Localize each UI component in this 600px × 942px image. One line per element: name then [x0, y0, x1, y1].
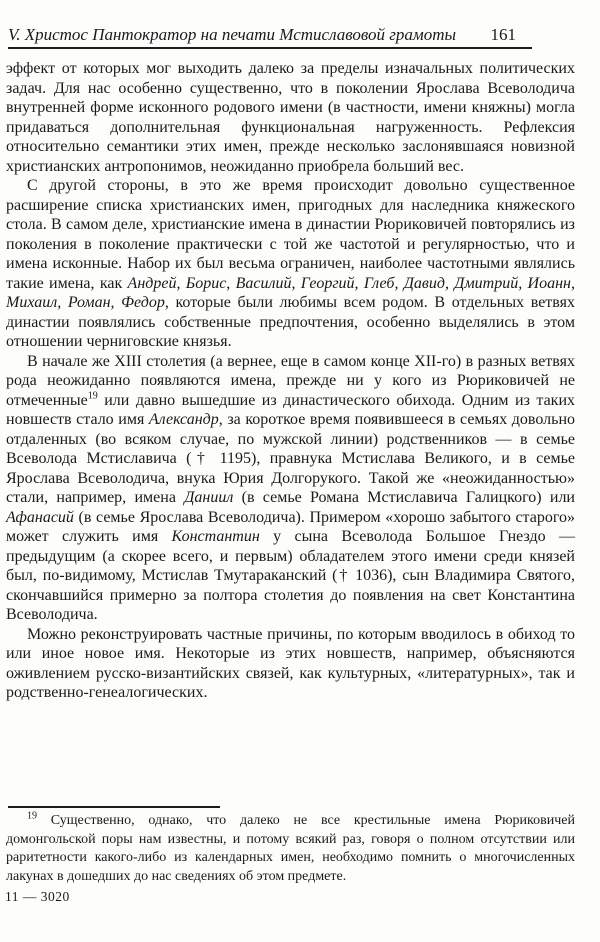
print-signature: 11 — 3020 — [5, 889, 70, 904]
header-title: V. Христос Пантократор на печати Мстиславовой грамоты — [8, 25, 457, 44]
paragraph: эффект от которых мог выходить далеко за пределы изначальных политических задач. Для нас особенно существенно, что в поколении Ярослава Всеволодича внутренней форме исконного родового имени (в частности, имени княжны) могла придаваться дополнительная функциональная нагруженность. Рефлексия относительно семантики этих имен, прежде несколько заслонявшаяся новизной христианских антропонимов, неожиданно приобрела больший вес. — [6, 60, 575, 175]
paragraph: В начале же XIII столетия (а вернее, еще в самом конце XII-го) в разных ветвях рода неожиданно появляются имена, прежде ни у кого из Рюриковичей не отмеченные$^{19}$ или давно вышедшие из династического обихода. Одним из таких новшеств стало имя Александр, за короткое время появившееся в семьях довольно отдаленных (во всяком случае, по мужской линии) родственников — в семье Всеволода Мстиславича († 1195), правнука Мстислава Великого, и в семье Ярослава Всеволодича, внука Юрия Долгорукого. Такой же «неожиданностью» стали, например, имена Даниил (в семье Романа Мстиславича Галицкого) или Афанасий (в семье Ярослава Всеволодича). Примером «хорошо забытого старого» может служить имя Константин у сына Всеволода Большое Гнездо — предыдущим (а скорее всего, и первым) обладателем этого имени среди князей был, по-видимому, Мстислав Тмутараканский († 1036), сын Владимира Святого, скончавшийся примерно за полтора столетия до появления на свет Константина Всеволодича. — [6, 352, 576, 623]
page-body — [6, 59, 575, 703]
footnote-separator — [8, 806, 220, 808]
page-header — [8, 25, 532, 49]
paragraph: Можно реконструировать частные причины, по которым вводилось в обиход то или иное новое имя. Некоторые из этих новшеств, например, объясняются оживлением русско-византийских связей, как культурных, «литературных», так и родственно-генеалогических. — [6, 625, 575, 701]
footnote: $^{19}$ Существенно, однако, что далеко не все крестильные имена Рюриковичей домонгольской поры нам известны, и потому всякий раз, говоря о полном отсутствии или раритетности какого-либо из календарных имен, необходимо помнить о многочисленных лакунах в дошедших до нас сведениях об этом предмете. — [6, 810, 575, 884]
page-number: 161 — [490, 25, 516, 44]
paragraph: С другой стороны, в это же время происходит довольно существенное расширение списка христианских имен, пригодных для наследника княжеского стола. В самом деле, христианские имена в династии Рюриковичей повторялись из поколения в поколение практически с той же частотой и регулярностью, что и имена исконные. Набор их был весьма ограничен, наиболее частотными являлись такие имена, как Андрей, Борис, Василий, Георгий, Глеб, Давид, Дмитрий, Иоанн, Михаил, Роман, Федор, которые были любимы всем родом. В отдельных ветвях династии появлялись собственные предпочтения, особенно выделялись в этом отношении черниговские князья. — [6, 177, 575, 350]
